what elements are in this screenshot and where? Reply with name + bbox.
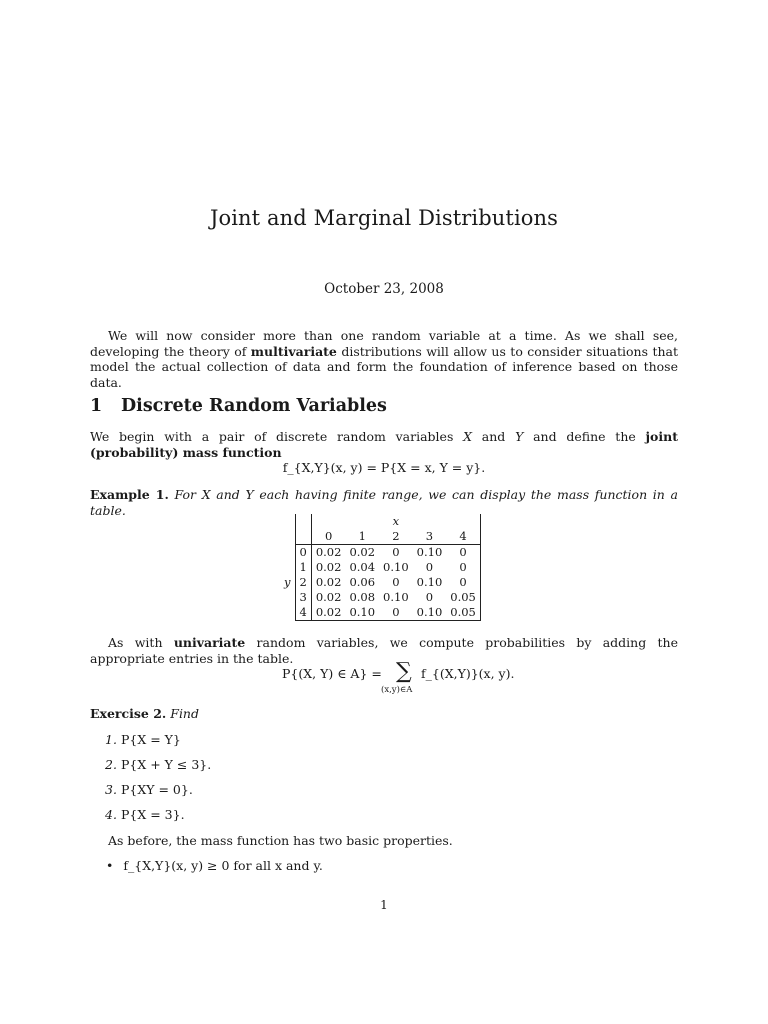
page-number: 1 <box>380 898 388 912</box>
page-title: Joint and Marginal Distributions <box>209 206 559 230</box>
exercise-item: 1. P{X = Y} <box>105 732 181 747</box>
table-row: 0 0.02 0.02 0 0.10 0 <box>280 545 480 561</box>
mass-function-table <box>280 514 481 621</box>
table-y-label: y <box>284 575 291 589</box>
exercise-2: Exercise 2. Find <box>90 706 199 721</box>
table-row: y 2 0.02 0.06 0 0.10 0 <box>280 575 480 590</box>
univariate-paragraph: As with univariate random variables, we compute probabilities by adding the appropriate entries in the table. <box>90 635 678 666</box>
table-x-label: x <box>311 514 480 529</box>
table-x-header: 0 <box>311 529 345 545</box>
table-row: 1 0.02 0.04 0.10 0 0 <box>280 560 480 575</box>
example-1: Example 1. For X and Y each having finite range, we can display the mass function in a table. <box>90 487 678 518</box>
table-x-header: 4 <box>446 529 480 545</box>
probability-sum-equation: P{(X, Y) ∈ A} = ∑ (x,y)∈A f_{(X,Y)}(x, y). <box>282 659 515 695</box>
section-heading-discrete: 1 Discrete Random Variables <box>90 396 387 416</box>
table-x-header: 2 <box>379 529 413 545</box>
mass-function-table-wrapper <box>280 514 481 621</box>
bullet-item: • f_{X,Y}(x, y) ≥ 0 for all x and y. <box>106 858 323 873</box>
properties-paragraph: As before, the mass function has two basic properties. <box>108 833 453 848</box>
bullet-icon: • <box>106 858 114 873</box>
table-x-header: 1 <box>345 529 379 545</box>
table-x-header: 3 <box>413 529 447 545</box>
joint-mass-definition-paragraph: We begin with a pair of discrete random variables X and Y and define the joint (probability) mass function <box>90 429 679 460</box>
exercise-item: 2. P{X + Y ≤ 3}. <box>105 757 212 772</box>
table-row: 3 0.02 0.08 0.10 0 0.05 <box>280 590 480 605</box>
intro-paragraph: We will now consider more than one random variable at a time. As we shall see, developing the theory of multivariate distributions will allow us to consider situations that model the actual collection of data and form the foundation of inference based on those data. <box>90 328 678 390</box>
joint-mass-equation <box>0 460 768 475</box>
exercise-item: 3. P{XY = 0}. <box>105 782 193 797</box>
equation-text: f_{X,Y}(x, y) = P{X = x, Y = y}. <box>282 460 486 475</box>
document-date: October 23, 2008 <box>324 281 444 297</box>
exercise-item: 4. P{X = 3}. <box>105 807 185 822</box>
table-row: 4 0.02 0.10 0 0.10 0.05 <box>280 605 480 621</box>
